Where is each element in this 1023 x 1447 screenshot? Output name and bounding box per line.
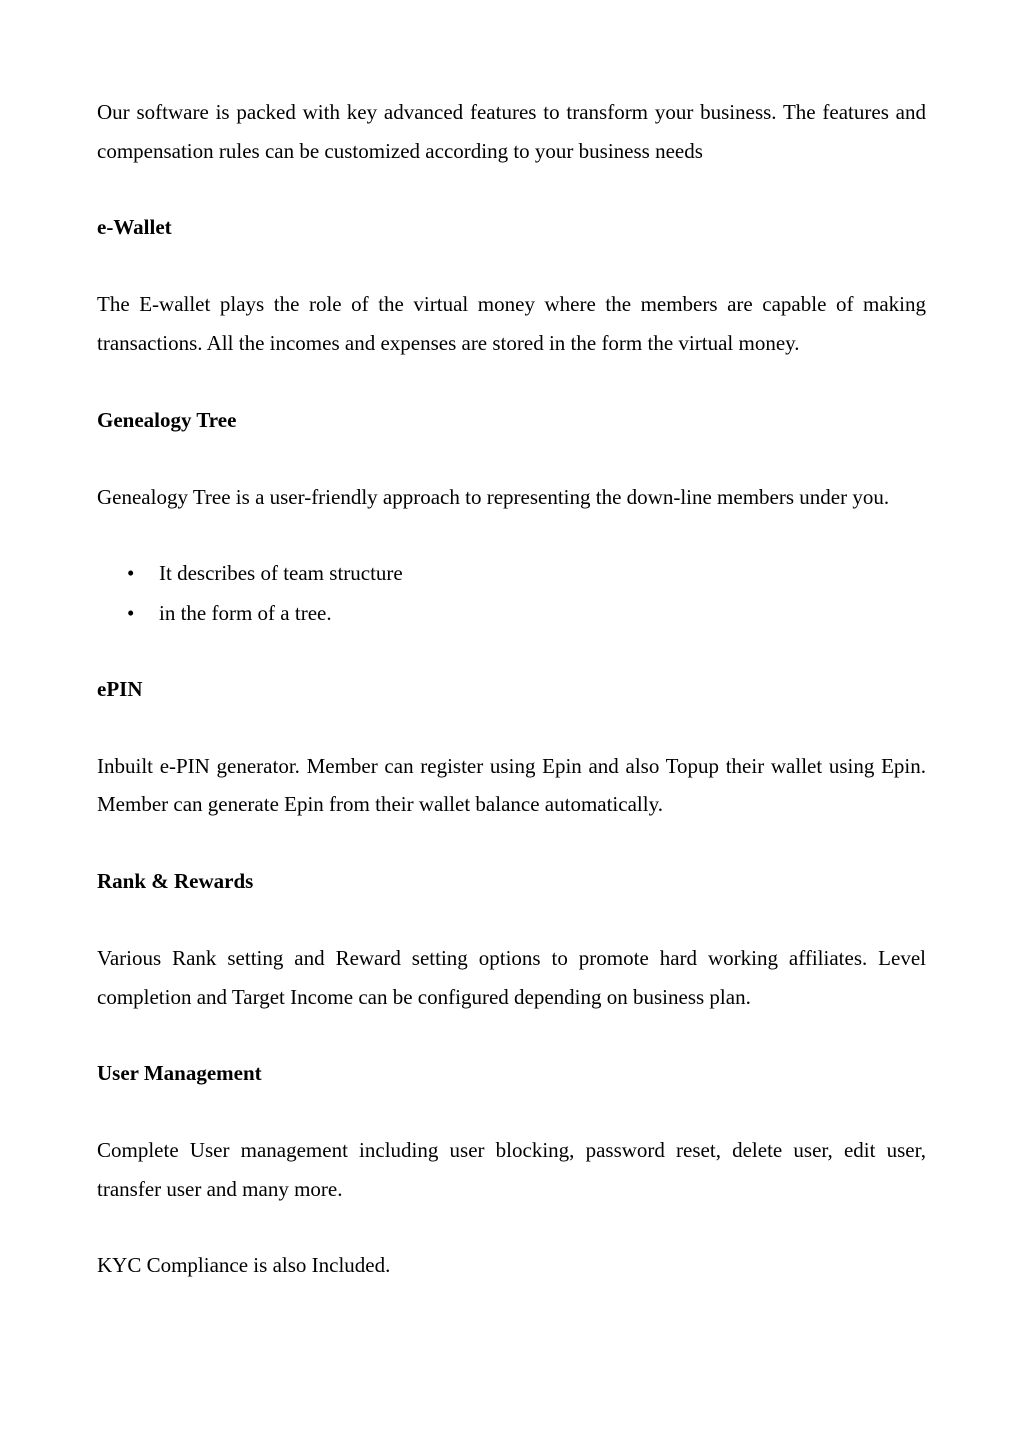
paragraph-genealogy-tree: Genealogy Tree is a user-friendly approach to representing the down-line members under you. bbox=[97, 484, 890, 509]
document-page bbox=[97, 93, 926, 1284]
heading-genealogy-tree: Genealogy Tree bbox=[97, 407, 237, 432]
heading-e-wallet: e-Wallet bbox=[97, 215, 172, 240]
heading-epin: ePIN bbox=[97, 676, 143, 701]
closing-paragraph: KYC Compliance is also Included. bbox=[97, 1252, 391, 1277]
paragraph-rank-rewards: Various Rank setting and Reward setting options to promote hard working affiliates. Level completion and Target Income can be configured depending on business plan. bbox=[97, 945, 926, 1009]
heading-user-management: User Management bbox=[97, 1061, 262, 1086]
heading-rank-rewards: Rank & Rewards bbox=[97, 868, 254, 893]
intro-paragraph: Our software is packed with key advanced features to transform your business. The features and compensation rules can be customized according to your business needs bbox=[97, 100, 926, 163]
bullet-icon: • bbox=[127, 600, 135, 625]
paragraph-user-management: Complete User management including user blocking, password reset, delete user, edit user, transfer user and many more. bbox=[97, 1138, 926, 1202]
list-item-text: in the form of a tree. bbox=[159, 600, 332, 625]
list-item bbox=[97, 553, 926, 593]
list-item bbox=[97, 593, 926, 633]
list-item-text: It describes of team structure bbox=[159, 560, 403, 585]
genealogy-bullet-list bbox=[97, 553, 926, 633]
paragraph-e-wallet: The E-wallet plays the role of the virtual money where the members are capable of making transactions. All the incomes and expenses are stored in the form the virtual money. bbox=[97, 292, 926, 356]
bullet-icon: • bbox=[127, 560, 135, 585]
paragraph-epin: Inbuilt e-PIN generator. Member can register using Epin and also Topup their wallet using Epin. Member can generate Epin from their wallet balance automatically. bbox=[97, 753, 926, 817]
